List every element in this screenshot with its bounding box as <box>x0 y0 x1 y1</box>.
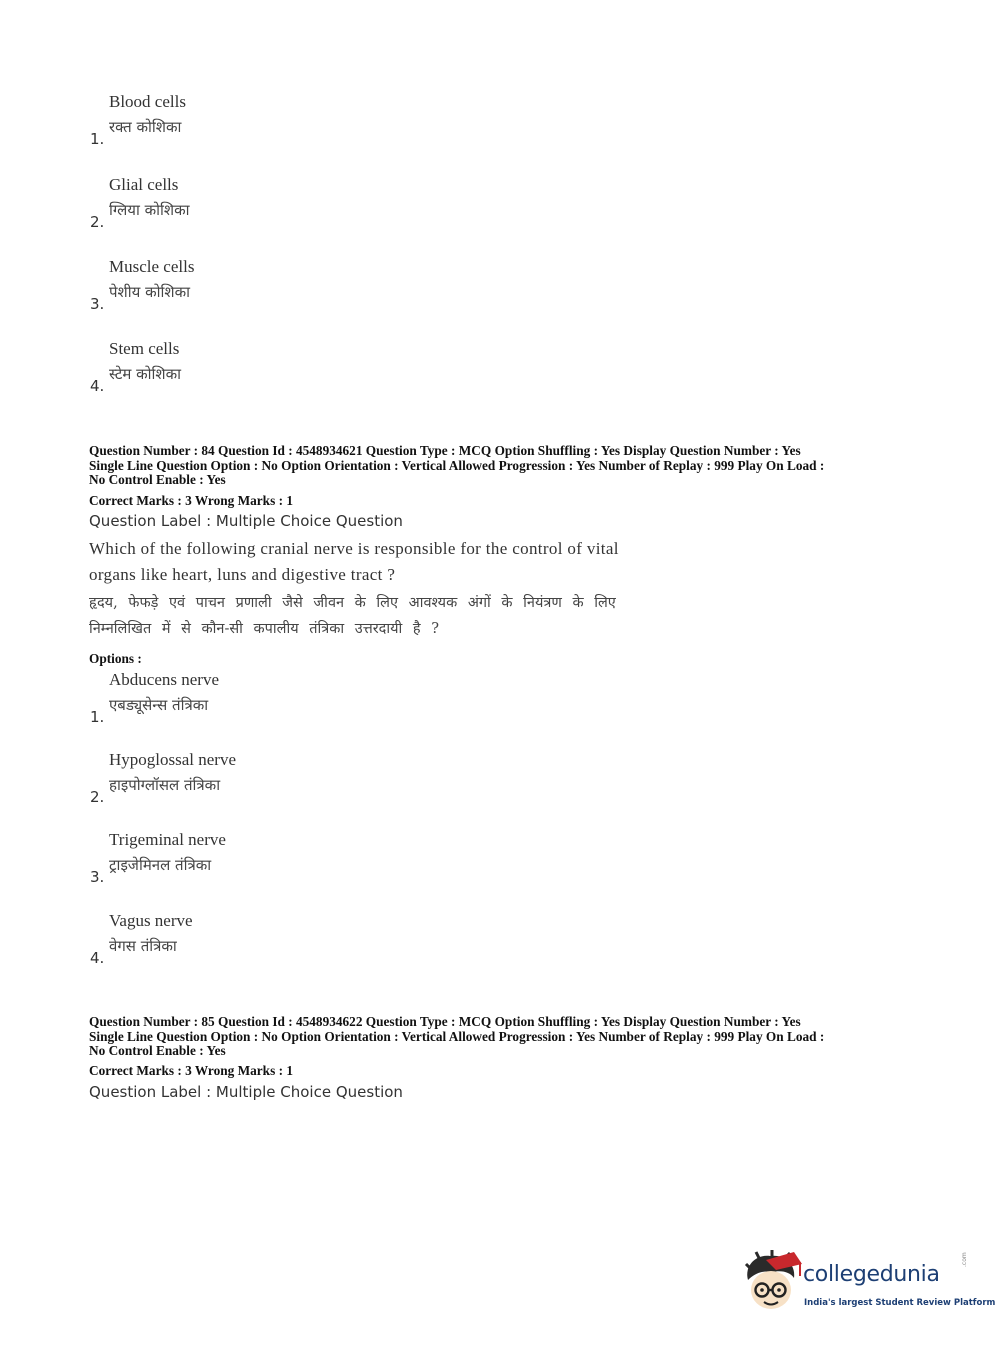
option-text-en: Abducens nerve <box>109 670 219 689</box>
option-number: 3. <box>90 868 105 886</box>
q83-option-4 <box>88 339 688 399</box>
q84-options-label: Options : <box>89 651 142 666</box>
option-text-hi: रक्त कोशिका <box>109 118 182 136</box>
q85-meta-line-1: Question Number : 85 Question Id : 4548934622 Question Type : MCQ Option Shuffling : Yes Display Question Number : Yes <box>89 1014 801 1029</box>
option-number: 1. <box>90 130 105 148</box>
option-text-en: Glial cells <box>109 175 179 194</box>
q84-option-4 <box>88 911 688 971</box>
q85-meta-line-3: No Control Enable : Yes <box>89 1043 226 1058</box>
option-text-en: Trigeminal nerve <box>109 830 226 849</box>
collegedunia-logo <box>742 1250 996 1320</box>
q85-metadata <box>89 1015 919 1059</box>
q83-option-1 <box>88 92 688 152</box>
q85-marks: Correct Marks : 3 Wrong Marks : 1 <box>89 1063 293 1078</box>
option-number: 4. <box>90 377 105 395</box>
option-text-hi: स्टेम कोशिका <box>109 365 182 383</box>
mascot-icon <box>742 1250 804 1314</box>
option-text-hi: पेशीय कोशिका <box>109 283 190 301</box>
q85-question-label: Question Label : Multiple Choice Question <box>89 1083 403 1101</box>
q84-question-text-en-1: Which of the following cranial nerve is responsible for the control of vital <box>89 539 619 558</box>
q85-meta-line-2: Single Line Question Option : No Option Orientation : Vertical Allowed Progression : Yes Number of Replay : 999 Play On Load : <box>89 1028 825 1044</box>
option-text-hi: ट्राइजेमिनल तंत्रिका <box>109 856 212 874</box>
option-number: 1. <box>90 708 105 726</box>
option-number: 4. <box>90 949 105 967</box>
q83-option-3 <box>88 257 688 317</box>
q84-marks: Correct Marks : 3 Wrong Marks : 1 <box>89 493 293 508</box>
logo-name: collegedunia <box>803 1262 940 1287</box>
option-number: 2. <box>90 213 105 231</box>
q84-metadata <box>89 444 919 488</box>
option-text-en: Vagus nerve <box>109 911 193 930</box>
option-text-en: Muscle cells <box>109 257 195 276</box>
q84-meta-line-2: Single Line Question Option : No Option Orientation : Vertical Allowed Progression : Yes Number of Replay : 999 Play On Load : <box>89 457 825 473</box>
option-text-en: Hypoglossal nerve <box>109 750 237 769</box>
q83-option-2 <box>88 175 688 235</box>
q84-question-text-hi-1: हृदय, फेफड़े एवं पाचन प्रणाली जैसे जीवन के लिए आवश्यक अंगों के नियंत्रण के लिए <box>89 595 616 611</box>
q84-option-2 <box>88 750 688 810</box>
logo-tagline: India's largest Student Review Platform <box>804 1298 996 1308</box>
q84-question-label: Question Label : Multiple Choice Question <box>89 512 403 530</box>
option-text-en: Stem cells <box>109 339 180 358</box>
q84-option-1 <box>88 670 688 730</box>
option-text-hi: ग्लिया कोशिका <box>109 201 190 219</box>
q84-meta-line-1: Question Number : 84 Question Id : 4548934621 Question Type : MCQ Option Shuffling : Yes Display Question Number : Yes <box>89 443 801 458</box>
option-number: 3. <box>90 295 105 313</box>
q84-question-text-en-2: organs like heart, luns and digestive tract ? <box>89 565 396 584</box>
option-text-hi: एबड्यूसेन्स तंत्रिका <box>109 696 209 714</box>
option-text-hi: वेगस तंत्रिका <box>109 937 177 955</box>
option-number: 2. <box>90 788 105 806</box>
q84-option-3 <box>88 830 688 890</box>
q84-meta-line-3: No Control Enable : Yes <box>89 472 226 487</box>
q84-question-text-hi-2: निम्नलिखित में से कौन-सी कपालीय तंत्रिका उत्तरदायी है ? <box>89 621 439 637</box>
option-text-hi: हाइपोग्लॉसल तंत्रिका <box>109 776 221 794</box>
logo-dotcom: .com <box>961 1252 968 1267</box>
option-text-en: Blood cells <box>109 92 186 111</box>
